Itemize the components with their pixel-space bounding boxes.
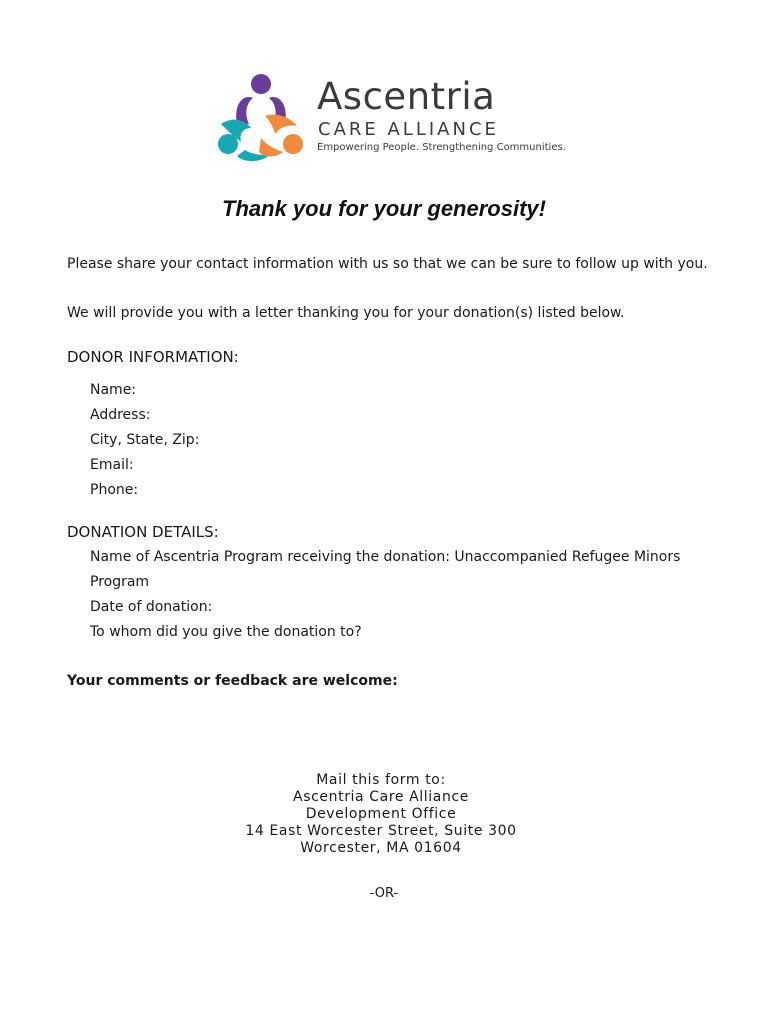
- donor-information-heading: DONOR INFORMATION:: [67, 348, 239, 366]
- donor-address-label: Address:: [90, 407, 151, 423]
- donor-city-state-zip-label: City, State, Zip:: [90, 432, 200, 448]
- or-separator: -OR-: [369, 886, 399, 901]
- logo-tagline: Empowering People. Strengthening Communities.: [317, 142, 566, 153]
- mail-instruction: Mail this form to:: [316, 772, 446, 788]
- donor-email-label: Email:: [90, 457, 134, 473]
- mail-address-block: [0, 772, 762, 857]
- donation-date-label: Date of donation:: [90, 599, 213, 615]
- donation-details-heading: DONATION DETAILS:: [67, 523, 219, 541]
- program-name-line: Name of Ascentria Program receiving the donation: Unaccompanied Refugee Minors: [90, 549, 681, 565]
- page-headline: Thank you for your generosity!: [222, 196, 546, 221]
- mail-city: Worcester, MA 01604: [300, 840, 462, 856]
- intro-line-2: We will provide you with a letter thanking you for your donation(s) listed below.: [67, 305, 625, 321]
- mail-department: Development Office: [305, 806, 457, 822]
- logo-name: Ascentria: [317, 75, 496, 118]
- donor-name-label: Name:: [90, 382, 137, 398]
- comments-label: Your comments or feedback are welcome:: [67, 673, 398, 689]
- ascentria-logo: [215, 72, 566, 164]
- donation-recipient-label: To whom did you give the donation to?: [90, 624, 362, 640]
- program-name-line-continued: Program: [90, 574, 150, 590]
- logo-subtitle: CARE ALLIANCE: [318, 119, 499, 140]
- intro-line-1: Please share your contact information with us so that we can be sure to follow up with you.: [67, 256, 708, 272]
- donor-phone-label: Phone:: [90, 482, 139, 498]
- mail-organization: Ascentria Care Alliance: [293, 789, 469, 805]
- logo-mark-icon: [215, 72, 307, 164]
- mail-street: 14 East Worcester Street, Suite 300: [245, 823, 517, 839]
